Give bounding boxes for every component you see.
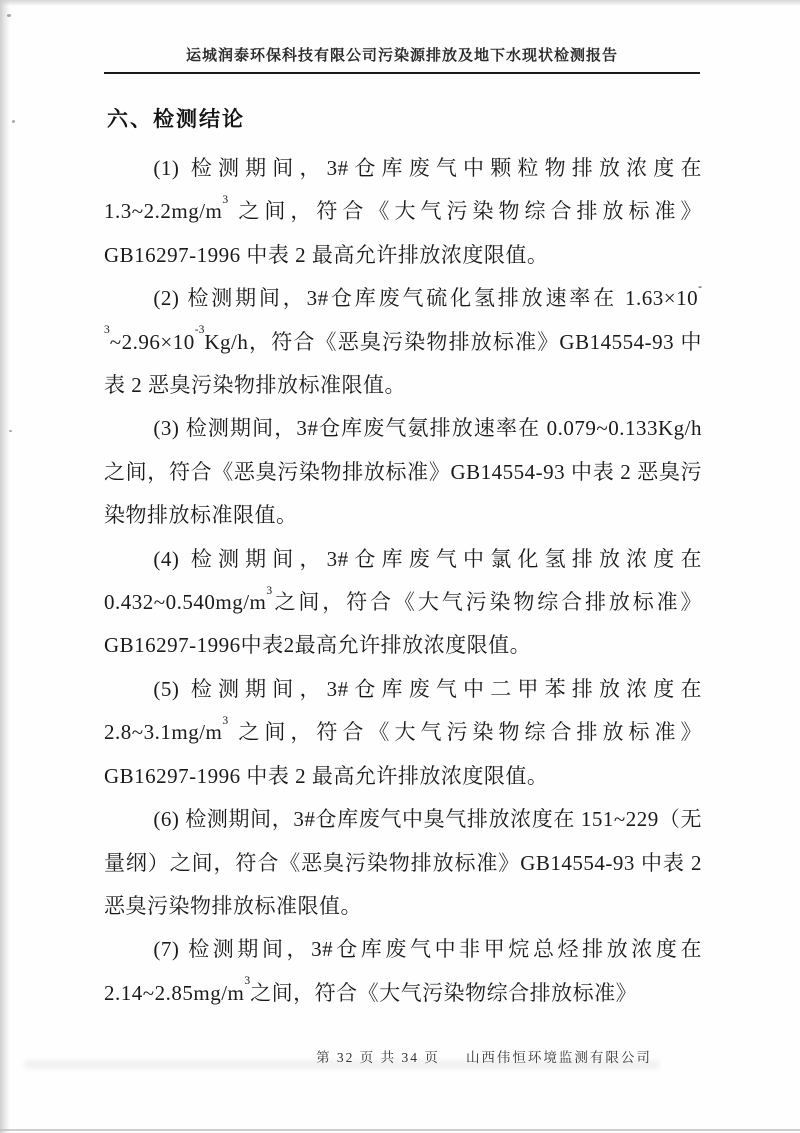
paragraph-text-run: (6) 检测期间，3#仓库废气中臭气排放浓度在 151~229（无量纲）之间，符合《恶臭污染物排放标准》GB14554-93 中表 2 恶臭污染物排放标准限值。	[104, 807, 702, 918]
page-number: 第 32 页 共 34 页	[316, 1050, 440, 1065]
superscript-exponent: -3	[104, 280, 702, 337]
paragraph-text-run: 之间，符合《大气污染物综合排放标准》	[250, 980, 638, 1005]
conclusion-paragraph	[104, 798, 702, 928]
report-header-title: 运城润泰环保科技有限公司污染源排放及地下水现状检测报告	[185, 48, 618, 64]
paragraph-text-run: 之间，符合《大气污染物综合排放标准》GB16297-1996 中表 2 最高允许排放浓度限值。	[104, 720, 702, 788]
conclusion-paragraph	[104, 668, 702, 798]
paragraph-text-run: (2) 检测期间，3#仓库废气硫化氢排放速率在 1.63×10	[153, 286, 699, 311]
conclusion-body	[104, 147, 702, 1015]
conclusion-paragraph	[104, 407, 702, 537]
footer-company-name: 山西伟恒环境监测有限公司	[465, 1050, 652, 1065]
scan-speck	[9, 430, 12, 432]
superscript-exponent: -3	[194, 324, 205, 337]
paragraph-text-run: (1) 检测期间，3#仓库废气中颗粒物排放浓度在 1.3~2.2mg/m	[104, 156, 702, 224]
conclusion-paragraph	[104, 147, 702, 277]
conclusion-paragraph	[104, 928, 702, 1015]
superscript-exponent: 3	[244, 975, 251, 988]
paragraph-text-run: 之间，符合《大气污染物综合排放标准》GB16297-1996中表2最高允许排放浓度限值。	[104, 590, 702, 658]
paragraph-text-run: (3) 检测期间，3#仓库废气氨排放速率在 0.079~0.133Kg/h 之间，符合《恶臭污染物排放标准》GB14554-93 中表 2 恶臭污染物排放标准限值。	[104, 416, 702, 528]
superscript-exponent: 3	[222, 193, 229, 206]
section-title: 六、检测结论	[107, 107, 245, 131]
paragraph-text-run: ~2.96×10	[109, 329, 195, 354]
paragraph-text-run: 之间，符合《大气污染物综合排放标准》GB16297-1996 中表 2 最高允许排放浓度限值。	[104, 199, 702, 267]
page-footer	[0, 1046, 800, 1066]
scan-speck	[12, 120, 15, 123]
paragraph-text-run: (4) 检测期间，3#仓库废气中氯化氢排放浓度在0.432~0.540mg/m	[104, 546, 702, 615]
superscript-exponent: 3	[266, 584, 273, 597]
scan-edge-artifact-bottom	[0, 1129, 800, 1131]
scan-speck	[7, 14, 11, 17]
superscript-exponent: 3	[222, 714, 229, 727]
page-header	[104, 44, 700, 74]
scan-edge-artifact-top	[0, 0, 800, 6]
conclusion-paragraph	[104, 538, 702, 668]
paragraph-text-run: Kg/h，符合《恶臭污染物排放标准》GB14554-93 中表 2 恶臭污染物排放标准限值。	[104, 329, 702, 398]
scan-edge-artifact-left	[0, 0, 10, 1133]
paragraph-text-run: (5) 检测期间，3#仓库废气中二甲苯排放浓度在 2.8~3.1mg/m	[104, 676, 702, 745]
paragraph-text-run: (7) 检测期间，3#仓库废气中非甲烷总烃排放浓度在 2.14~2.85mg/m	[104, 937, 702, 1005]
conclusion-paragraph	[104, 277, 702, 407]
